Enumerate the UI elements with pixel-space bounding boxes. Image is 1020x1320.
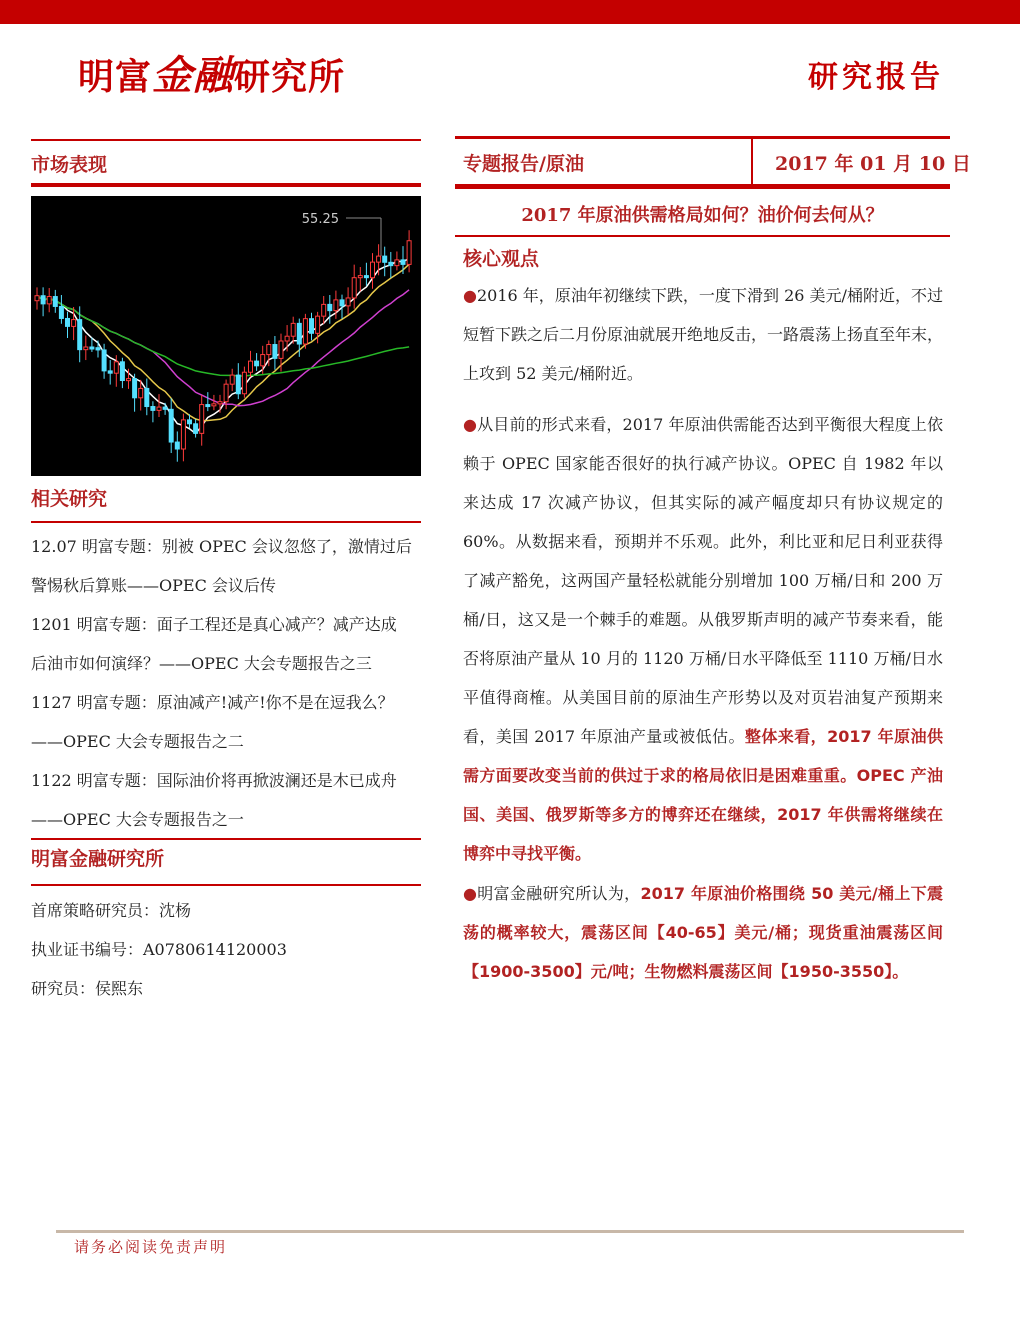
candle-body bbox=[230, 375, 234, 384]
core-view-title: 核心观点 bbox=[463, 248, 540, 270]
candle-body bbox=[273, 345, 277, 359]
candle-body bbox=[53, 297, 57, 307]
paragraph-2-text: 从目前的形式来看，2017 年原油供需能否达到平衡很大程度上依赖于 OPEC 国家能否很好的执行减产协议。OPEC 自 1982 年以来达成 17 次减产协议，但其实际的减产幅度却只有协议规定的 60%。从数据来看，预期并不乐观。此外，利比亚和尼日利亚获得了减产豁免，这两国产量轻松就能分别增加 100 万桶/日和 200 万桶/日，这又是一个棘手的难题。从俄罗斯声明的减产节奏来看，能否将原油产量从 10 月的 1120 万桶/日水平降低至 1110 万桶/日水平值得商榷。从美国目前的原油生产形势以及对页岩油复产预期来看，美国 2017 年原油产量或被低估。 bbox=[463, 415, 943, 746]
candle-body bbox=[279, 341, 283, 358]
candle-body bbox=[127, 379, 131, 381]
bullet-icon: ● bbox=[463, 286, 477, 305]
candle-body bbox=[383, 256, 387, 262]
candle-body bbox=[364, 276, 368, 278]
candle-body bbox=[328, 304, 332, 310]
candle-body bbox=[346, 298, 350, 306]
candlestick-chart bbox=[31, 196, 421, 476]
related-line[interactable]: 12.07 明富专题：别被 OPEC 会议忽悠了，激情过后 bbox=[31, 537, 412, 556]
ma-line bbox=[37, 296, 409, 376]
candle-body bbox=[41, 296, 45, 304]
candle-body bbox=[66, 318, 70, 326]
candle-body bbox=[261, 355, 265, 366]
candle-body bbox=[358, 276, 362, 278]
candles bbox=[35, 230, 411, 461]
candle-body bbox=[200, 405, 204, 434]
candle-body bbox=[395, 260, 399, 266]
market-chart bbox=[31, 196, 421, 476]
candle-body bbox=[96, 348, 100, 350]
staff-line: 研究员：侯熙东 bbox=[31, 979, 144, 998]
footer-divider bbox=[56, 1230, 964, 1233]
institute-title: 明富金融研究所 bbox=[31, 848, 165, 870]
candle-body bbox=[267, 345, 271, 355]
related-line[interactable]: ——OPEC 大会专题报告之一 bbox=[31, 810, 244, 829]
candle-body bbox=[401, 260, 405, 265]
candle-body bbox=[163, 407, 167, 409]
candle-body bbox=[181, 420, 185, 449]
candle-body bbox=[352, 278, 356, 298]
divider bbox=[455, 184, 950, 189]
divider bbox=[31, 139, 421, 141]
candle-body bbox=[377, 256, 381, 262]
bullet-icon: ● bbox=[463, 884, 478, 903]
candle-body bbox=[218, 402, 222, 404]
report-category: 专题报告/原油 bbox=[463, 153, 584, 175]
candle-body bbox=[139, 388, 143, 397]
candle-body bbox=[151, 407, 155, 411]
candle-body bbox=[340, 300, 344, 306]
candle-body bbox=[194, 424, 198, 434]
paragraph-1 bbox=[463, 276, 943, 393]
candle-body bbox=[242, 372, 246, 394]
candle-body bbox=[145, 388, 149, 406]
candle-body bbox=[72, 320, 76, 327]
candle-body bbox=[84, 347, 88, 350]
candle-body bbox=[157, 407, 161, 410]
related-line[interactable]: 1201 明富专题：面子工程还是真心减产？减产达成 bbox=[31, 615, 397, 634]
candle-body bbox=[59, 306, 63, 318]
candle-body bbox=[316, 316, 320, 333]
paragraph-2 bbox=[463, 405, 943, 873]
candle-body bbox=[47, 297, 51, 304]
candle-body bbox=[255, 361, 259, 366]
paragraph-3 bbox=[463, 874, 943, 991]
related-title: 相关研究 bbox=[31, 488, 108, 510]
related-line[interactable]: ——OPEC 大会专题报告之二 bbox=[31, 732, 244, 751]
candle-body bbox=[133, 379, 137, 398]
divider bbox=[31, 521, 421, 523]
candle-body bbox=[102, 350, 106, 371]
candle-body bbox=[90, 347, 94, 349]
candle-body bbox=[407, 241, 411, 265]
divider bbox=[455, 235, 950, 237]
paragraph-2-highlight: 整体来看，2017 年原油供需方面要改变当前的供过于求的格局依旧是困难重重。OPEC 产油国、美国、俄罗斯等多方的博弈还在继续，2017 年供需将继续在博弈中寻找平衡。 bbox=[463, 727, 943, 863]
candle-body bbox=[291, 323, 295, 336]
candle-body bbox=[206, 405, 210, 407]
related-line[interactable]: 警惕秋后算账——OPEC 会议后传 bbox=[31, 576, 276, 595]
logo-text: 明富 bbox=[78, 57, 153, 98]
candle-body bbox=[169, 409, 173, 442]
paragraph-1-text: 2016 年，原油年初继续下跌，一度下滑到 26 美元/桶附近，不过短暂下跌之后二月份原油就展开绝地反击，一路震荡上扬直至年末，上攻到 52 美元/桶附近。 bbox=[463, 286, 944, 383]
candle-body bbox=[175, 442, 179, 449]
candle-body bbox=[35, 296, 39, 301]
related-line[interactable]: 后油市如何演绎？——OPEC 大会专题报告之三 bbox=[31, 654, 372, 673]
candle-body bbox=[310, 319, 314, 334]
paragraph-3-text: 明富金融研究所认为， bbox=[477, 884, 641, 903]
candle-body bbox=[108, 371, 112, 373]
related-line[interactable]: 1127 明富专题：原油减产!减产!你不是在逗我么？ bbox=[31, 693, 394, 712]
staff-line: 执业证书编号：A0780614120003 bbox=[31, 940, 287, 959]
candle-body bbox=[297, 323, 301, 344]
divider bbox=[31, 884, 421, 886]
top-red-bar bbox=[0, 0, 1020, 24]
candle-body bbox=[120, 362, 124, 381]
report-date: 2017 年 01 月 10 日 bbox=[775, 153, 971, 175]
candle-body bbox=[285, 336, 289, 341]
candle-body bbox=[236, 375, 240, 394]
candle-body bbox=[334, 300, 338, 311]
candle-body bbox=[212, 404, 216, 406]
candle-body bbox=[224, 384, 228, 402]
report-type-label: 研究报告 bbox=[808, 60, 944, 95]
price-annotation: 55.25 bbox=[301, 212, 339, 227]
company-logo bbox=[78, 44, 345, 101]
candle-body bbox=[188, 420, 192, 424]
report-headline: 2017 年原油供需格局如何？油价何去何从？ bbox=[521, 205, 884, 226]
bullet-icon: ● bbox=[463, 415, 478, 434]
divider bbox=[31, 183, 421, 187]
candle-body bbox=[114, 362, 118, 373]
candle-body bbox=[371, 262, 375, 278]
divider bbox=[455, 136, 950, 139]
related-line[interactable]: 1122 明富专题：国际油价将再掀波澜还是木已成舟 bbox=[31, 771, 397, 790]
disclaimer-link[interactable]: 请务必阅读免责声明 bbox=[74, 1238, 228, 1256]
candle-body bbox=[249, 361, 253, 372]
candle-body bbox=[322, 304, 326, 316]
candle-body bbox=[389, 262, 393, 265]
logo-suffix: 研究所 bbox=[234, 57, 346, 98]
logo-cursive: 金融 bbox=[152, 52, 235, 99]
market-title: 市场表现 bbox=[31, 154, 108, 176]
candle-body bbox=[303, 319, 307, 344]
divider bbox=[31, 838, 421, 840]
staff-line: 首席策略研究员：沈杨 bbox=[31, 901, 192, 920]
paragraph-3-highlight: 2017 年原油价格围绕 50 美元/桶上下震荡的概率较大，震荡区间【40-65】美元/桶；现货重油震荡区间【1900-3500】元/吨；生物燃料震荡区间【1950-3550】。 bbox=[463, 884, 943, 981]
vertical-divider bbox=[751, 139, 753, 185]
candle-body bbox=[78, 320, 82, 350]
